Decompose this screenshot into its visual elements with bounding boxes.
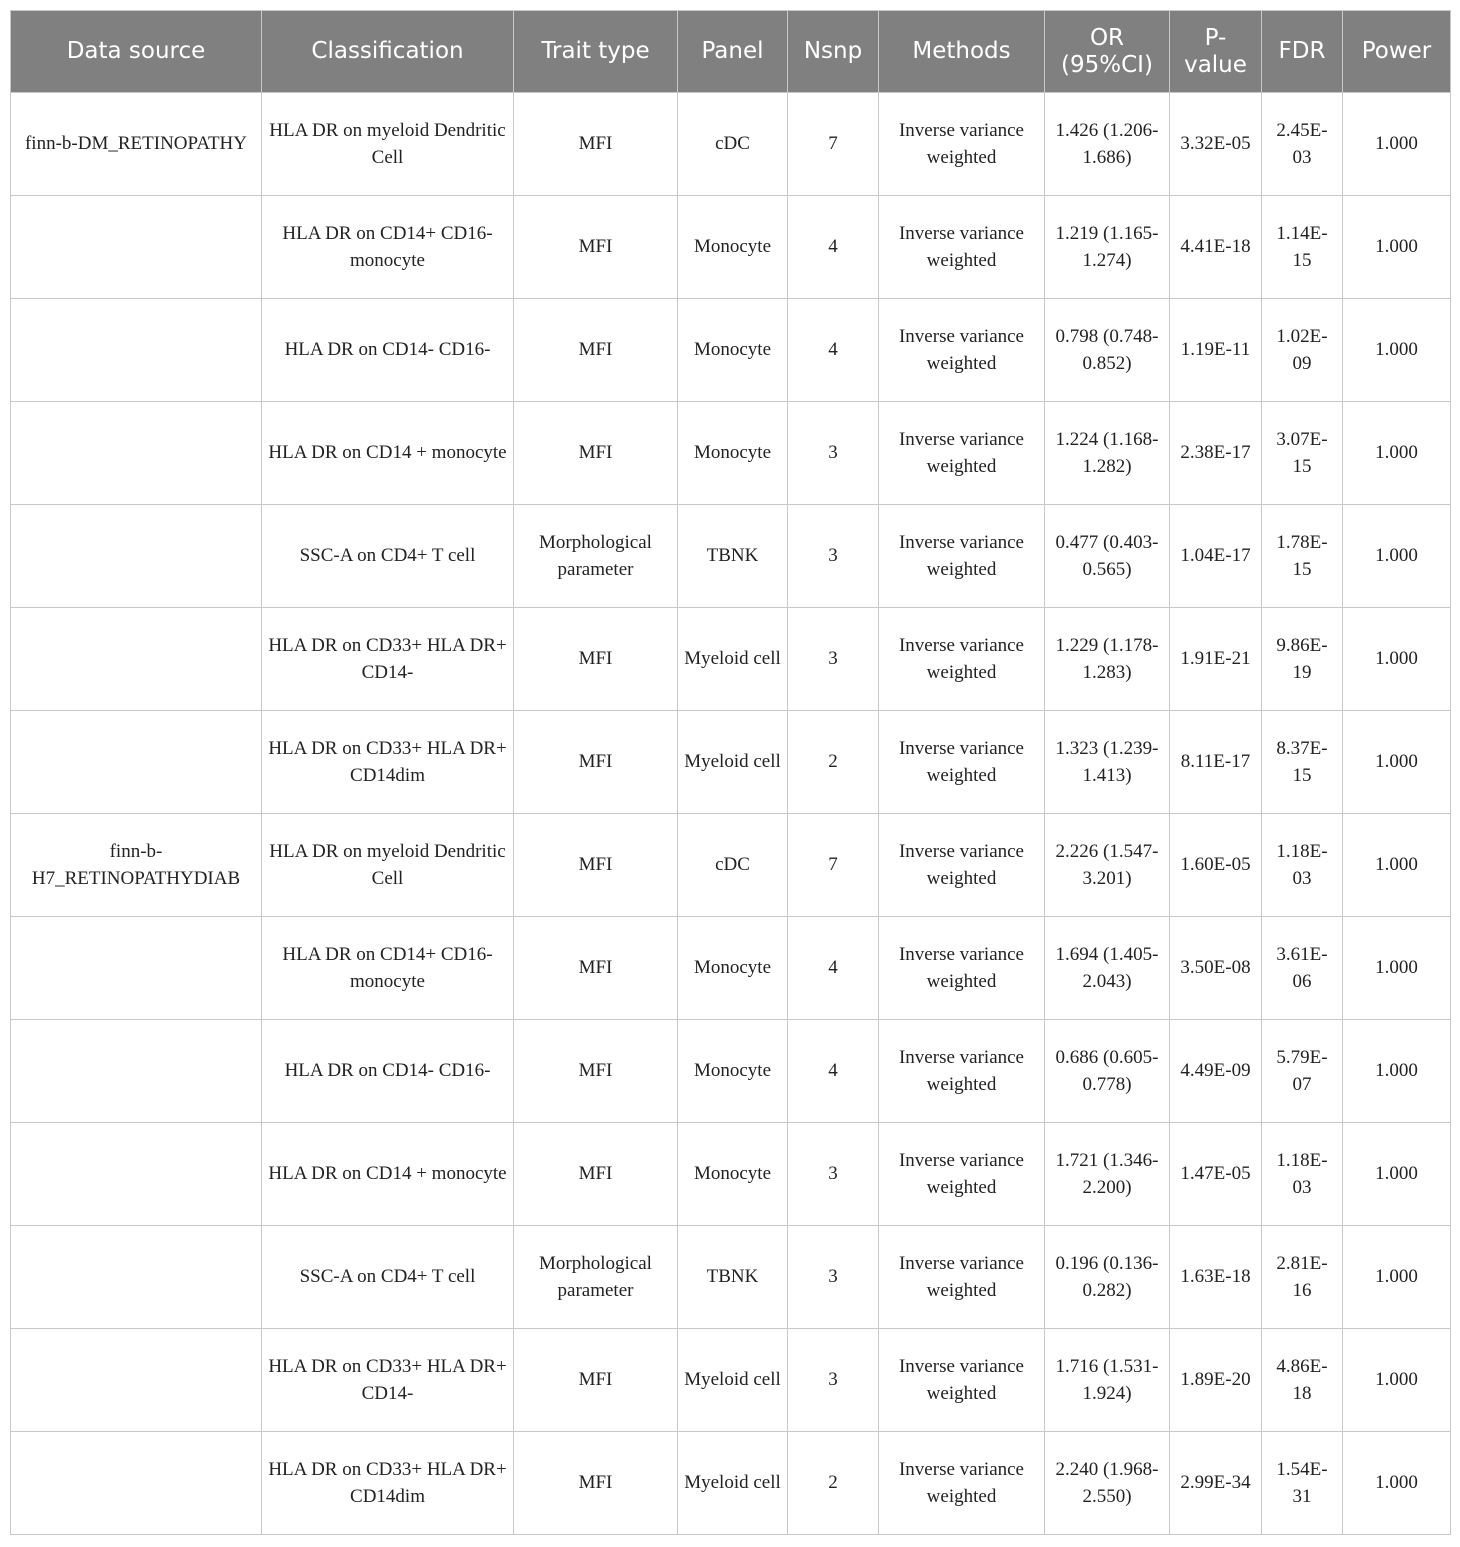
fdr-cell: 1.18E-03 [1262,814,1343,917]
p-value-cell: 2.99E-34 [1170,1432,1262,1535]
method-cell: Inverse variance weighted [879,1123,1045,1226]
classification-cell: HLA DR on CD14- CD16- [262,1020,514,1123]
power-cell: 1.000 [1343,608,1451,711]
or-ci-cell: 2.240 (1.968-2.550) [1045,1432,1170,1535]
header-data-source: Data source [11,11,262,93]
power-cell: 1.000 [1343,917,1451,1020]
fdr-cell: 1.18E-03 [1262,1123,1343,1226]
p-value-cell: 1.47E-05 [1170,1123,1262,1226]
data-source-cell [11,1020,262,1123]
fdr-cell: 1.78E-15 [1262,505,1343,608]
trait-type-cell: Morphological parameter [514,1226,678,1329]
p-value-cell: 1.89E-20 [1170,1329,1262,1432]
nsnp-cell: 4 [788,299,879,402]
or-ci-cell: 0.686 (0.605-0.778) [1045,1020,1170,1123]
data-source-cell [11,196,262,299]
table-row [11,608,1451,711]
or-ci-cell: 1.224 (1.168-1.282) [1045,402,1170,505]
panel-cell: Myeloid cell [678,608,788,711]
method-cell: Inverse variance weighted [879,917,1045,1020]
table-row [11,505,1451,608]
power-cell: 1.000 [1343,299,1451,402]
nsnp-cell: 4 [788,196,879,299]
data-source-cell: finn-b-H7_RETINOPATHYDIAB [11,814,262,917]
fdr-cell: 1.54E-31 [1262,1432,1343,1535]
classification-cell: SSC-A on CD4+ T cell [262,1226,514,1329]
data-source-cell [11,917,262,1020]
panel-cell: Myeloid cell [678,711,788,814]
nsnp-cell: 3 [788,402,879,505]
classification-cell: HLA DR on CD33+ HLA DR+ CD14- [262,1329,514,1432]
table-row [11,711,1451,814]
classification-cell: HLA DR on CD14+ CD16- monocyte [262,196,514,299]
trait-type-cell: MFI [514,814,678,917]
panel-cell: TBNK [678,505,788,608]
table-body [11,93,1451,1535]
classification-cell: HLA DR on CD33+ HLA DR+ CD14- [262,608,514,711]
power-cell: 1.000 [1343,1123,1451,1226]
p-value-cell: 4.49E-09 [1170,1020,1262,1123]
panel-cell: Monocyte [678,917,788,1020]
trait-type-cell: MFI [514,93,678,196]
classification-cell: SSC-A on CD4+ T cell [262,505,514,608]
method-cell: Inverse variance weighted [879,1020,1045,1123]
header-power: Power [1343,11,1451,93]
p-value-cell: 2.38E-17 [1170,402,1262,505]
fdr-cell: 3.07E-15 [1262,402,1343,505]
nsnp-cell: 3 [788,1226,879,1329]
data-source-cell [11,299,262,402]
classification-cell: HLA DR on CD33+ HLA DR+ CD14dim [262,711,514,814]
trait-type-cell: MFI [514,196,678,299]
header-trait-type: Trait type [514,11,678,93]
or-ci-cell: 1.219 (1.165-1.274) [1045,196,1170,299]
fdr-cell: 1.02E-09 [1262,299,1343,402]
header-nsnp: Nsnp [788,11,879,93]
table-row [11,1329,1451,1432]
trait-type-cell: MFI [514,711,678,814]
power-cell: 1.000 [1343,505,1451,608]
data-source-cell [11,608,262,711]
power-cell: 1.000 [1343,1329,1451,1432]
power-cell: 1.000 [1343,1226,1451,1329]
table-row [11,814,1451,917]
fdr-cell: 5.79E-07 [1262,1020,1343,1123]
table-row [11,1123,1451,1226]
power-cell: 1.000 [1343,402,1451,505]
fdr-cell: 8.37E-15 [1262,711,1343,814]
panel-cell: TBNK [678,1226,788,1329]
or-ci-cell: 2.226 (1.547-3.201) [1045,814,1170,917]
or-ci-cell: 0.196 (0.136-0.282) [1045,1226,1170,1329]
p-value-cell: 3.50E-08 [1170,917,1262,1020]
or-ci-cell: 1.426 (1.206-1.686) [1045,93,1170,196]
panel-cell: cDC [678,93,788,196]
p-value-cell: 8.11E-17 [1170,711,1262,814]
method-cell: Inverse variance weighted [879,711,1045,814]
trait-type-cell: MFI [514,608,678,711]
method-cell: Inverse variance weighted [879,196,1045,299]
fdr-cell: 3.61E-06 [1262,917,1343,1020]
or-ci-cell: 1.229 (1.178-1.283) [1045,608,1170,711]
power-cell: 1.000 [1343,196,1451,299]
nsnp-cell: 2 [788,711,879,814]
nsnp-cell: 7 [788,93,879,196]
power-cell: 1.000 [1343,1020,1451,1123]
panel-cell: Myeloid cell [678,1432,788,1535]
classification-cell: HLA DR on CD33+ HLA DR+ CD14dim [262,1432,514,1535]
classification-cell: HLA DR on CD14 + monocyte [262,402,514,505]
p-value-cell: 1.63E-18 [1170,1226,1262,1329]
method-cell: Inverse variance weighted [879,402,1045,505]
data-source-cell [11,711,262,814]
method-cell: Inverse variance weighted [879,1432,1045,1535]
or-ci-cell: 1.721 (1.346-2.200) [1045,1123,1170,1226]
panel-cell: Myeloid cell [678,1329,788,1432]
nsnp-cell: 4 [788,1020,879,1123]
power-cell: 1.000 [1343,93,1451,196]
table-row [11,299,1451,402]
classification-cell: HLA DR on CD14- CD16- [262,299,514,402]
power-cell: 1.000 [1343,711,1451,814]
or-ci-cell: 1.694 (1.405-2.043) [1045,917,1170,1020]
power-cell: 1.000 [1343,1432,1451,1535]
method-cell: Inverse variance weighted [879,93,1045,196]
panel-cell: Monocyte [678,196,788,299]
header-p-value: P-value [1170,11,1262,93]
method-cell: Inverse variance weighted [879,1329,1045,1432]
classification-cell: HLA DR on myeloid Dendritic Cell [262,93,514,196]
table-row [11,1226,1451,1329]
classification-cell: HLA DR on CD14+ CD16- monocyte [262,917,514,1020]
nsnp-cell: 3 [788,505,879,608]
method-cell: Inverse variance weighted [879,299,1045,402]
header-methods: Methods [879,11,1045,93]
table-row [11,917,1451,1020]
trait-type-cell: MFI [514,299,678,402]
table-row [11,402,1451,505]
or-ci-cell: 1.716 (1.531-1.924) [1045,1329,1170,1432]
nsnp-cell: 3 [788,1123,879,1226]
panel-cell: cDC [678,814,788,917]
p-value-cell: 4.41E-18 [1170,196,1262,299]
panel-cell: Monocyte [678,1020,788,1123]
data-source-cell [11,505,262,608]
fdr-cell: 2.81E-16 [1262,1226,1343,1329]
header-or-ci: OR (95%CI) [1045,11,1170,93]
nsnp-cell: 7 [788,814,879,917]
trait-type-cell: MFI [514,1432,678,1535]
trait-type-cell: MFI [514,1329,678,1432]
p-value-cell: 1.91E-21 [1170,608,1262,711]
p-value-cell: 1.19E-11 [1170,299,1262,402]
panel-cell: Monocyte [678,402,788,505]
fdr-cell: 1.14E-15 [1262,196,1343,299]
p-value-cell: 1.04E-17 [1170,505,1262,608]
nsnp-cell: 3 [788,608,879,711]
p-value-cell: 1.60E-05 [1170,814,1262,917]
trait-type-cell: MFI [514,1123,678,1226]
table-row [11,1020,1451,1123]
panel-cell: Monocyte [678,1123,788,1226]
data-source-cell [11,1226,262,1329]
trait-type-cell: MFI [514,917,678,1020]
power-cell: 1.000 [1343,814,1451,917]
trait-type-cell: MFI [514,1020,678,1123]
fdr-cell: 2.45E-03 [1262,93,1343,196]
fdr-cell: 4.86E-18 [1262,1329,1343,1432]
method-cell: Inverse variance weighted [879,814,1045,917]
fdr-cell: 9.86E-19 [1262,608,1343,711]
trait-type-cell: MFI [514,402,678,505]
header-fdr: FDR [1262,11,1343,93]
header-row [11,11,1451,93]
table-row [11,196,1451,299]
trait-type-cell: Morphological parameter [514,505,678,608]
or-ci-cell: 0.477 (0.403-0.565) [1045,505,1170,608]
data-source-cell: finn-b-DM_RETINOPATHY [11,93,262,196]
nsnp-cell: 2 [788,1432,879,1535]
results-table [10,10,1451,1535]
table-row [11,1432,1451,1535]
method-cell: Inverse variance weighted [879,1226,1045,1329]
panel-cell: Monocyte [678,299,788,402]
table-row [11,93,1451,196]
method-cell: Inverse variance weighted [879,608,1045,711]
nsnp-cell: 3 [788,1329,879,1432]
or-ci-cell: 1.323 (1.239-1.413) [1045,711,1170,814]
header-classification: Classification [262,11,514,93]
results-table-container [10,10,1451,1535]
method-cell: Inverse variance weighted [879,505,1045,608]
classification-cell: HLA DR on CD14 + monocyte [262,1123,514,1226]
classification-cell: HLA DR on myeloid Dendritic Cell [262,814,514,917]
data-source-cell [11,1329,262,1432]
p-value-cell: 3.32E-05 [1170,93,1262,196]
header-panel: Panel [678,11,788,93]
data-source-cell [11,402,262,505]
data-source-cell [11,1432,262,1535]
nsnp-cell: 4 [788,917,879,1020]
or-ci-cell: 0.798 (0.748-0.852) [1045,299,1170,402]
data-source-cell [11,1123,262,1226]
